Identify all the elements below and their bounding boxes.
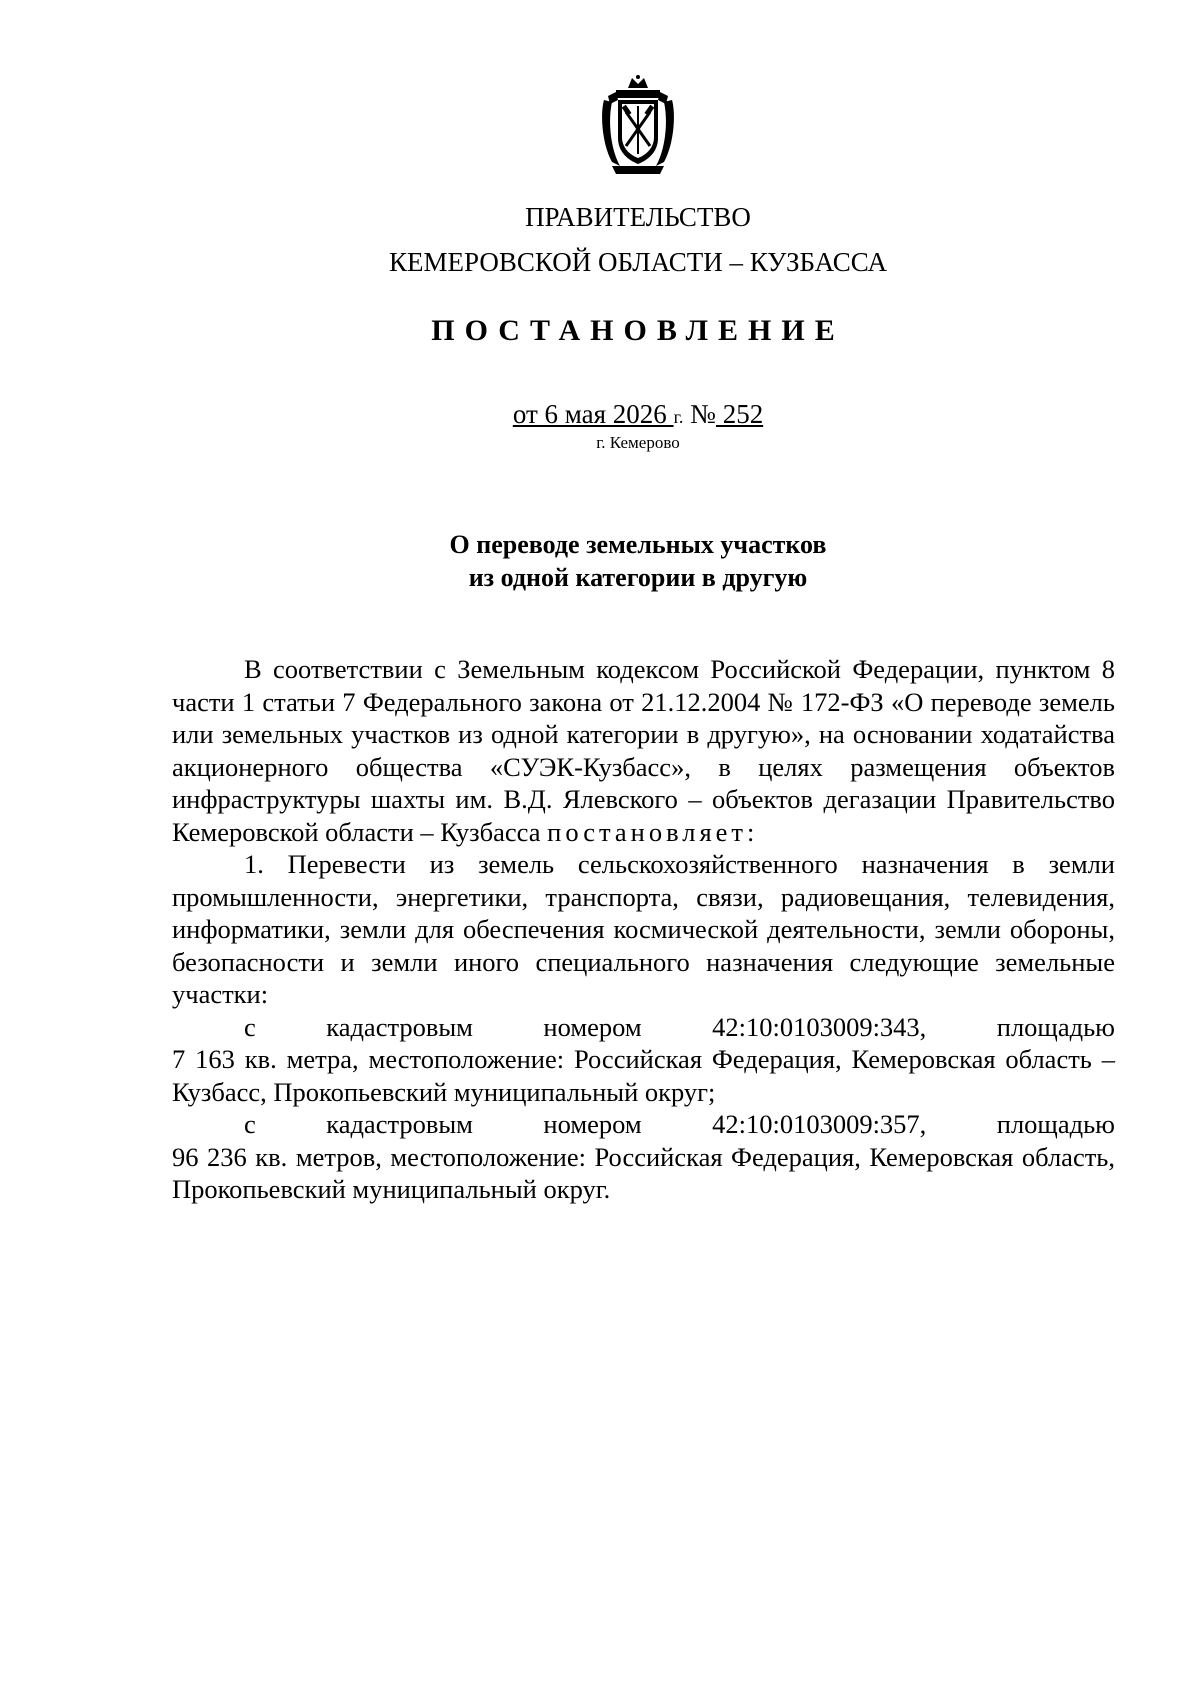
- document-city: г. Кемерово: [596, 433, 680, 452]
- government-title-line-1: ПРАВИТЕЛЬСТВО: [525, 202, 751, 232]
- plot-1-word-1: кадастровым: [326, 1011, 473, 1042]
- preamble-text: В соответствии с Земельным кодексом Российской Федерации, пунктом 8 части 1 статьи 7 Федерального закона от 21.12.2004 № 172-ФЗ «О переводе земель или земельных участков из одной категории в другую», на основании ходатайства акционерного общества «СУЭК-Кузбасс», в целях размещения объектов инфраструктуры шахты им. В.Д. Ялевского – объектов дегазации Правительство Кемеровской области – Кузбасса: [172, 654, 1115, 847]
- document-number: 252: [715, 399, 764, 429]
- plot-1-prefix: с: [244, 1011, 256, 1042]
- item-1-paragraph: 1. Перевести из земель сельскохозяйственного назначения в земли промышленности, энергетики, транспорта, связи, радиовещания, телевидения, информатики, земли для обеспечения космической деятельности, земли обороны, безопасности и земли иного специального назначения следующие земельные участки:: [172, 849, 1115, 1009]
- document-date: от 6 мая 2026: [512, 399, 674, 429]
- number-sign: №: [683, 399, 716, 429]
- plot-1-word-3: площадью: [996, 1011, 1115, 1042]
- plot-1-cadastral-number: 42:10:0103009:343,: [712, 1011, 927, 1042]
- document-body: [172, 653, 1115, 1206]
- date-year-suffix: г.: [673, 407, 684, 427]
- preamble-paragraph: [172, 653, 1115, 848]
- subject-line-1: О переводе земельных участков: [449, 530, 827, 559]
- plot-2-details: 96 236 кв. метров, местоположение: Российская Федерация, Кемеровская область, Прокопьевский муниципальный округ.: [172, 1141, 1115, 1204]
- document-date-number: [0, 397, 1200, 434]
- plot-2-word-1: кадастровым: [326, 1109, 473, 1139]
- document-type-heading: ПОСТАНОВЛЕНИЕ: [431, 314, 845, 347]
- resolves-verb: постановляет:: [547, 816, 759, 847]
- document-subject: [0, 528, 1200, 594]
- plot-1-word-2: номером: [543, 1011, 642, 1042]
- plot-1-details: 7 163 кв. метра, местоположение: Российская Федерация, Кемеровская область – Кузбасс, Прокопьевский муниципальный округ;: [172, 1044, 1115, 1107]
- plot-2-first-line: [172, 1108, 1115, 1141]
- plot-2-prefix: с: [244, 1109, 256, 1139]
- subject-line-2: из одной категории в другую: [468, 563, 808, 592]
- plot-2-cadastral-number: 42:10:0103009:357,: [712, 1109, 927, 1139]
- government-title-line-2: КЕМЕРОВСКОЙ ОБЛАСТИ – КУЗБАССА: [389, 247, 887, 277]
- plot-2-word-2: номером: [543, 1109, 642, 1139]
- coat-of-arms-emblem: [598, 74, 678, 178]
- plot-1-first-line: [172, 1011, 1115, 1044]
- plot-2-word-3: площадью: [996, 1109, 1115, 1139]
